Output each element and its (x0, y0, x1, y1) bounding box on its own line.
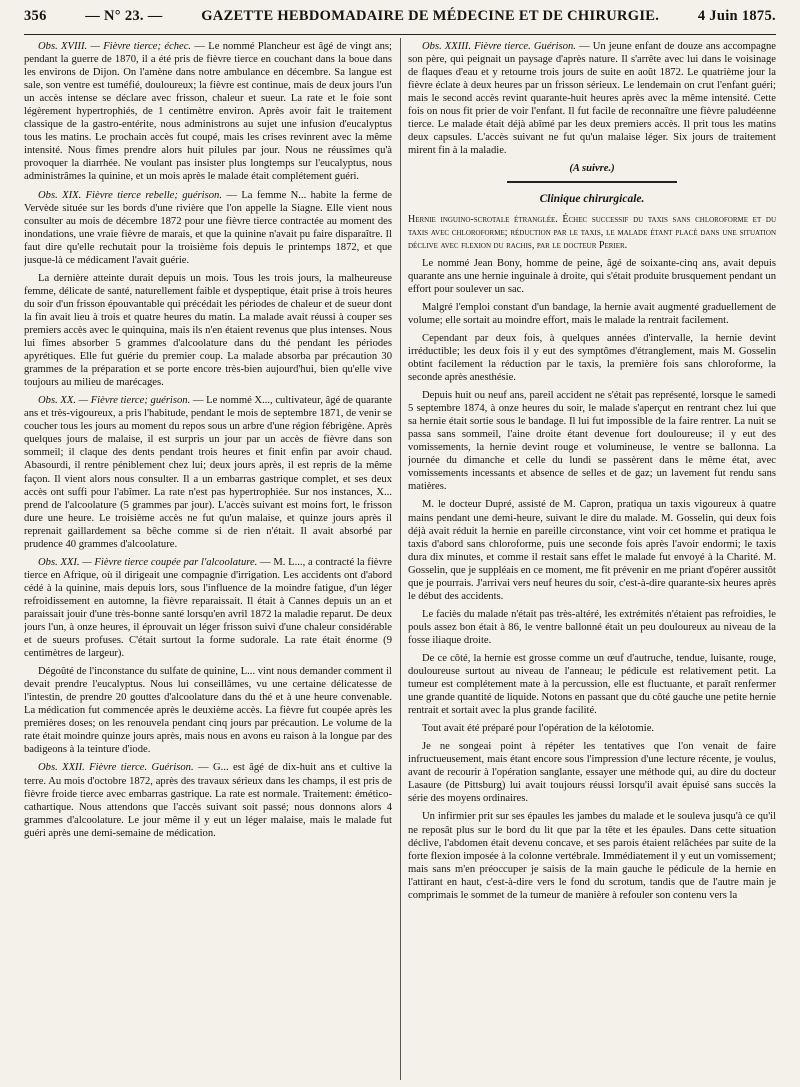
observation-paragraph (24, 272, 392, 389)
issue-date: 4 Juin 1875. (697, 8, 776, 24)
section-title: Clinique chirurgicale. (539, 193, 645, 206)
article-paragraph: De ce côté, la hernie est grosse comme un œuf d'autruche, tendue, luisante, rouge, douloureuse surtout au niveau de l'anneau; le pédicule est relativement petit. La tumeur est complétement mate à la percussion, elle est fluctuante, et paraît renfermer une grande quantité de liquide. Notons en passant que du côté gauche une petite hernie rentrait et sortait avec la plus grande facilité. (408, 652, 776, 717)
observation-text: — Le nommé Plancheur est âgé de vingt ans; pendant la guerre de 1870, il a été pris de fièvre tierce en couchant dans la boue dans les environs de Dijon. On l'amène dans notre ambulance en décembre. Sa langue est sale, son ventre est tuméfié, douloureux; la fièvre est continue, mais de deux jours l'un un accès intense se déclare avec frisson, chaleur et sueur. La rate et le foie sont légèrement hypertrophiés, de 1 centimètre environ. Après avoir fait le traitement classique de la gastro-entérite, nous administrons au sujet une infusion d'eucalyptus tous les matins. Le prochain accès fut coupé, mais les crises revinrent avec la même intensité. Nous fîmes prendre alors huit pilules par jour. Nous ne réussîmes qu'à provoquer la diarrhée. Ne voulant pas insister plus longtemps sur l'eucalyptus, nous administrâmes la quinine, et un mois après le malade était complétement guéri. (24, 41, 392, 183)
page-number: 356 (24, 8, 47, 24)
article-paragraph: M. le docteur Dupré, assisté de M. Capron, pratiqua un taxis vigoureux à quatre mains pendant une demi-heure, suivant le dire du malade. M. Gosselin, qui deux fois déjà avait réduit la hernie en pareille circonstance, vint voir cet homme et pratiqua le taxis d'abord sans chloroforme, puis une seconde fois après l'avoir endormi; le taxis dura dix minutes, et comme il restait sans effet le malade fut envoyé à la Charité. M. Gosselin, que je suppléais en ce moment, me fit prévenir en me priant d'opérer aussitôt que je pourrais. J'arrivai vers neuf heures du soir, c'est-à-dire quarante-six heures après le début des accidents. (408, 499, 776, 602)
observation-heading: Obs. XXI. — Fièvre tierce coupée par l'alcoolature. (38, 556, 258, 568)
observation-text: — G... est âgé de dix-huit ans et cultive la terre. Au mois d'octobre 1872, après des travaux sérieux dans les champs, il est pris de fièvre froide tierce avec embarras gastrique. La rate est normale. Traitement: émético-cathartique. Nous attendons que l'accès suivant soit passé; nous donnons alors 4 grammes d'alcoolature. Le jour même il y eut un léger malaise, mais le malade fut guéri après une demi-semaine de médication. (24, 762, 392, 839)
issue-number: — N° 23. — (85, 8, 163, 24)
observation-paragraph (24, 189, 392, 267)
article-paragraph: Depuis huit ou neuf ans, pareil accident ne s'était pas représenté, lorsque le samedi 5 septembre 1874, à onze heures du soir, le malade s'aperçut en rentrant chez lui que sa hernie était sortie sous le bandage. Il lui fut impossible de la faire rentrer. La nuit se passa sans sommeil, l'aine droite étant devenue fort douloureuse; il y eut des vomissements, la hernie devint rouge et volumineuse, le ventre se ballonna. La journée du dimanche et celle du lundi se passèrent dans le même état, avec vomissements incessants et absence de selles et de gaz; un lavement fut rendu sans matières. (408, 390, 776, 493)
article-paragraph: Je ne songeai point à répéter les tentatives que l'on venait de faire infructueusement, mais étant encore sous l'impression d'une lecture récente, je voulus, avant de recourir à l'opération sanglante, essayer une méthode qui, au dire du docteur Lasaure (de Pittsburg) lui avait toujours réussi lorsqu'il avait épuisé sans succès la série des moyens ordinaires. (408, 741, 776, 805)
article-paragraph: Un infirmier prit sur ses épaules les jambes du malade et le souleva jusqu'à ce qu'il ne reposât plus sur le bord du lit que par la tête et les épaules. Dans cette situation déclive, l'abdomen était devenu concave, et ses parois étaient relâchées par suite de la forte flexion imposée à la colonne vertébrale. Immédiatement il y eut un vomissement; mais sans m'en préoccuper je saisis de la main gauche le pédicule de la hernie en l'attirant en haut, c'est-à-dire vers le fond du scrotum, tandis que de l'autre main je comprimais le sommet de la tumeur de manière à refouler son contenu vers la (408, 811, 776, 901)
left-column (24, 40, 392, 1080)
observation-heading: Obs. XXIII. Fièvre tierce. Guérison. (422, 41, 576, 52)
observation-heading: Obs. XVIII. — Fièvre tierce; échec. (38, 41, 192, 52)
observation-text: — La femme N... habite la ferme de Vervède située sur les bords d'une rivière que l'on appelle la Siagne. Elle vient nous consulter au mois de décembre 1872 pour une fièvre tierce contractée au moment des inondations, une vraie fièvre de marais, et que la quinine n'avait pu faire disparaître. Il faut dire qu'elle rechutait pour la troisième fois depuis le printemps 1872, et que jusque-là ce médicament l'avait guérie. (24, 189, 392, 266)
observation-heading: Obs. XIX. Fièvre tierce rebelle; guérison. (38, 189, 222, 201)
observation-text: — Le nommé X..., cultivateur, âgé de quarante ans et très-vigoureux, a pris l'habitude, pendant le mois de septembre 1871, de venir se coucher tous les jours au moment du repos sous un arbre d'une région fébrigène. Après quelques jours de malaise, il est surpris un jour par un accès de fièvre dans son sommeil; il claque des dents pendant trois heures et finit enfin par avoir chaud. Abasourdi, il rentre péniblement chez lui; deux jours après, il est repris de la même façon. Il vient alors nous consulter. Il a un embarras gastrique complet, et ses deux accès ont suffi pour l'abîmer. La rate n'est pas hypertrophiée. Sur nos instances, X... prend de l'alcoolature (5 grammes par jour). L'accès suivant est moins fort, le frisson dure une heure. Le troisième accès ne fut qu'un malaise, et quinze jours après il reprenait gaillardement sa bêche comme si de rien n'était. Il avait absorbé par prudence 40 grammes d'alcoolature. (24, 395, 392, 550)
right-column (408, 40, 776, 1080)
observation-paragraph (24, 394, 392, 551)
observation-paragraph (24, 761, 392, 839)
column-divider (400, 38, 401, 1080)
observation-paragraph (24, 556, 392, 660)
article-paragraph: Malgré l'emploi constant d'un bandage, la hernie avait augmenté graduellement de volume; elle sortait au moindre effort, mais le malade la rentrait facilement. (408, 301, 776, 326)
observation-paragraph (24, 665, 392, 756)
observation-text: — Un jeune enfant de douze ans accompagne son père, qui peignait un paysage d'après nature. Il s'arrête avec lui dans le voisinage de flaques d'eau et y retourne trois jours de suite en août 1872. Le quatrième jour la fièvre éclate à deux heures par un frisson sérieux. Le lendemain on crut l'enfant guéri; mais le second accès revint quarante-huit heures après avec la même intensité. Cette fois on nous fit prier de voir l'enfant. Il fut facile de reconnaître une fièvre paludéenne tierce. Le malade était déjà abîmé par les deux premiers accès. Il prit tous les matins deux capsules. L'accès suivant ne fut qu'un malaise léger. Six jours de traitement mirent fin à la maladie. (408, 41, 776, 157)
observation-paragraph (408, 40, 776, 157)
section-separator (507, 181, 677, 183)
journal-title: GAZETTE HEBDOMADAIRE DE MÉDECINE ET DE CHIRURGIE. (201, 8, 660, 24)
article-title: Hernie inguino-scrotale étranglée. Échec successif du taxis sans chloroforme et du taxis avec chloroforme; réduction par le taxis, le malade étant placé dans une situation déclive avec flexion du rachis, par le docteur Perier. (408, 213, 776, 251)
article-paragraph: Cependant par deux fois, à quelques années d'intervalle, la hernie devint irréductible; les deux fois il y eut des symptômes d'étranglement, mais M. Gosselin obtint facilement la réduction par le taxis, la première fois sans chloroforme, la seconde après anesthésie. (408, 332, 776, 384)
running-header (24, 8, 776, 35)
observation-text: La dernière atteinte durait depuis un mois. Tous les trois jours, la malheureuse femme, délicate de santé, naturellement faible et dyspeptique, était prise à trois heures du soir d'un frisson épouvantable qui précédait les périodes de chaleur et de sueur dont la fin avait lieu à trois et quatre heures du matin. La malade avait réussi à couper ses premiers accès avec le quinquina, mais ils n'en étaient revenus que plus intenses. Nous lui fîmes absorber 5 grammes d'alcoolature dans du thé pendant les périodes apyrétiques. Elle fut guérie du premier coup. La malade absorba par précaution 30 grammes de la préparation et se porte encore très-bien aujourd'hui, bien qu'elle vive toujours au milieu de marécages. (24, 272, 392, 389)
observation-heading: Obs. XXII. Fièvre tierce. Guérison. (38, 762, 194, 774)
article-paragraph: Tout avait été préparé pour l'opération de la kélotomie. (422, 723, 655, 735)
observation-paragraph (24, 40, 392, 184)
observation-text: — M. L..., a contracté la fièvre tierce en Afrique, où il dirigeait une compagnie d'irrigation. Les accidents ont d'abord cédé à la quinine, mais depuis lors, sous l'influence de la moindre fatigue, d'un léger refroidissement en automne, la fièvre reparaissait. Il était à Cannes depuis un an et paraissait jouir d'une très-bonne santé lorsqu'en avril 1872 la maladie reparut. De deux jours l'un, à onze heures, il éprouvait un léger frisson suivi d'une chaleur considérable et de sueurs profuses. C'était surtout la forme sudorale. La rate était énorme (9 centimètres de largeur). (24, 556, 392, 660)
observation-text: Dégoûté de l'inconstance du sulfate de quinine, L... vint nous demander comment il devait prendre l'eucalyptus. Nous lui conseillâmes, vu une certaine délicatesse de l'intestin, de prendre 20 gouttes d'alcoolature dans du thé et à une heure convenable. La médication fut commencée après le deuxième accès. La fièvre fut coupée après les premières doses; on les renouvela pendant cinq jours par précaution. Le volume de la rate était moindre quinze jours après, mais nous en avons eu raison à la longue par des badigeons à la teinture d'iode. (24, 666, 392, 756)
article-paragraph: Le faciès du malade n'était pas très-altéré, les extrémités n'étaient pas refroidies, le pouls assez bon était à 86, le ventre ballonné était un peu douloureux au niveau de la fosse iliaque droite. (408, 608, 776, 646)
observation-heading: Obs. XX. — Fièvre tierce; guérison. (38, 395, 191, 407)
article-paragraph: Le nommé Jean Bony, homme de peine, âgé de soixante-cinq ans, avait depuis quarante ans une hernie inguinale à droite, qui s'était produite brusquement pendant un effort pour soulever un sac. (408, 257, 776, 295)
to-be-continued: (A suivre.) (569, 163, 615, 175)
